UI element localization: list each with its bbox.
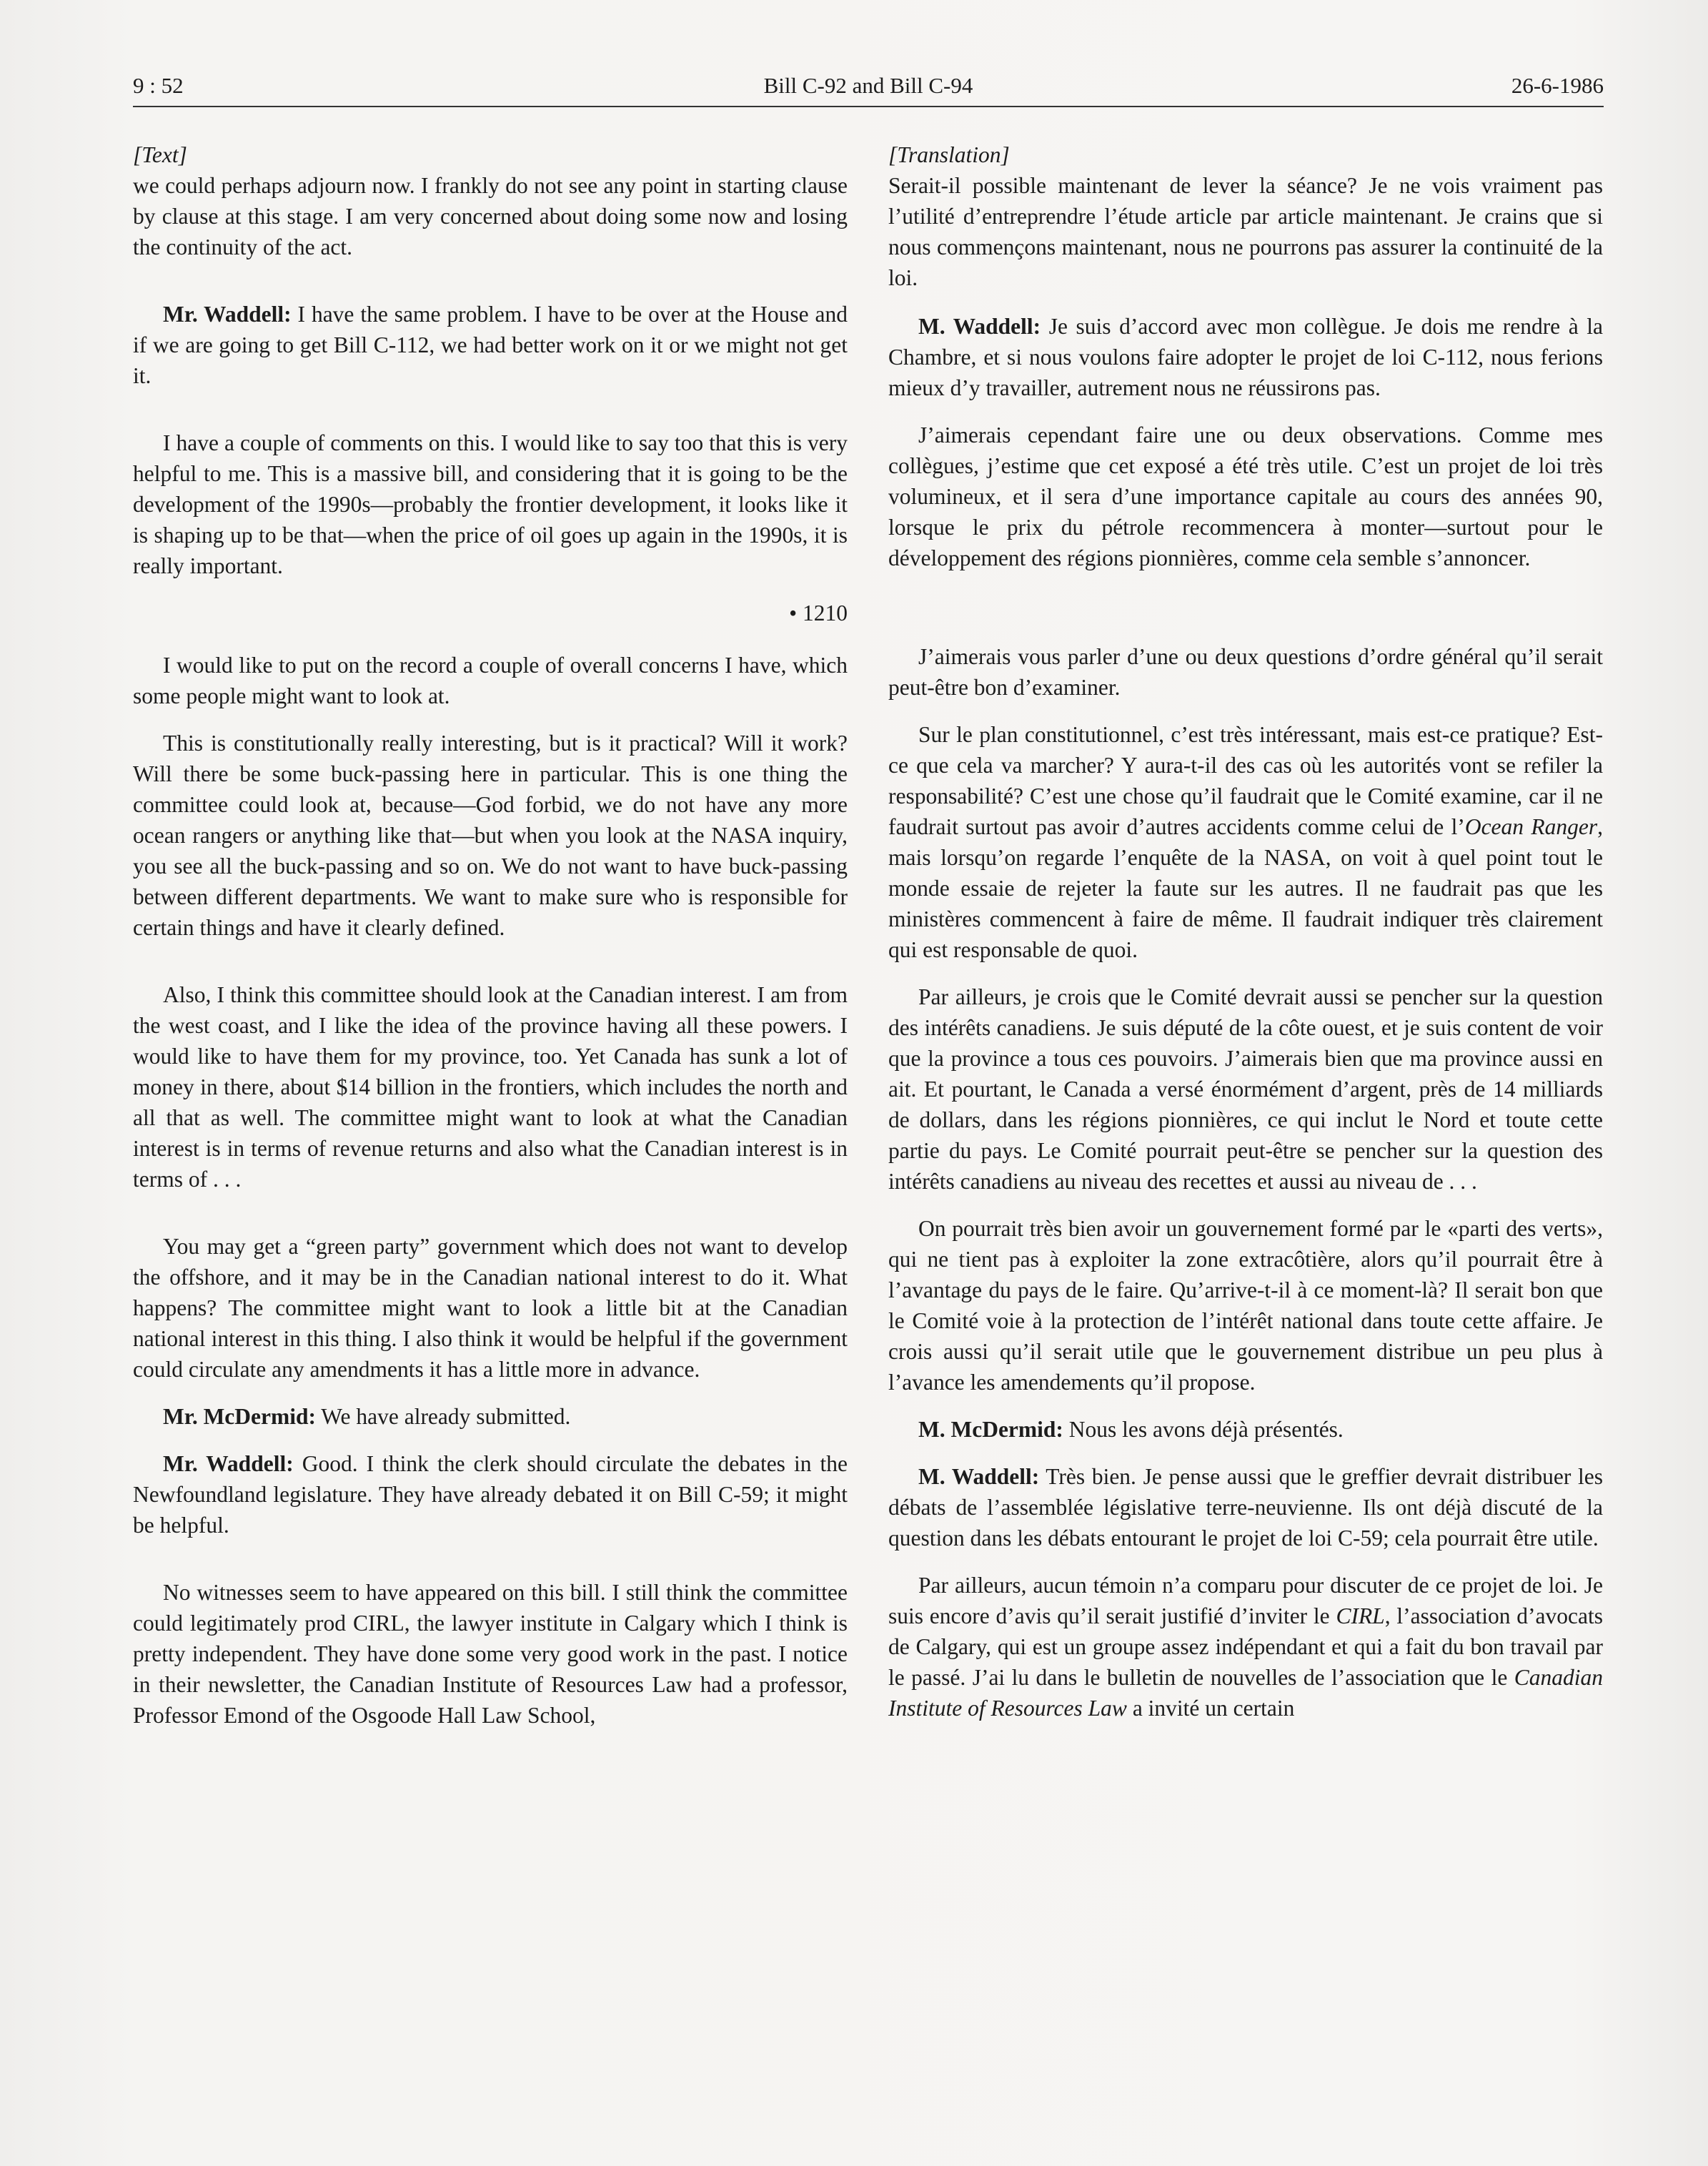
paragraph: M. Waddell: Très bien. Je pense aussi que le greffier devrait distribuer les débats de l’assemblée législative terre-neuvienne. Ils ont déjà discuté de la question dans les débats entourant le projet de loi C-59; cela pourrait être utile.: [888, 1464, 1603, 1551]
page-date: 26-6-1986: [1511, 73, 1604, 98]
speaker-name: Mr. Waddell:: [163, 1451, 294, 1476]
speaker-name: M. Waddell:: [918, 1464, 1040, 1489]
paragraph: I have a couple of comments on this. I would like to say too that this is very helpful to me. This is a massive bill, and considering that it is going to be the development of the 1990s—probably the frontier development, it looks like it is shaping up to be that—when the price of oil goes up again in the 1990s, it is really important.: [133, 430, 848, 578]
page-title: Bill C-92 and Bill C-94: [763, 73, 973, 98]
speaker-name: M. McDermid:: [918, 1417, 1063, 1442]
speaker-name: M. Waddell:: [918, 314, 1041, 339]
paragraph: You may get a “green party” government which does not want to develop the offshore, and it may be in the Canadian national interest to do it. What happens? The committee might want to look a little bit at the Canadian national interest in this thing. I also think it would be helpful if the government could circulate any amendments it has a little more in advance.: [133, 1234, 848, 1382]
paragraph: Sur le plan constitutionnel, c’est très intéressant, mais est-ce pratique? Est-ce que cela va marcher? Y aura-t-il des cas où les autorités vont se refiler la responsabilité? C’est une chose qu’il faudrait que le Comité examine, car il ne faudrait surtout pas avoir d’autres accidents comme celui de l’Ocean Ranger, mais lorsqu’on regarde l’enquête de la NASA, on voit à quel point tout le monde essaie de rejeter la faute sur les autres. Il ne faudrait pas que les ministères commencent à faire de même. Il faudrait indiquer très clairement qui est responsable de quoi.: [888, 722, 1603, 962]
paragraph: M. McDermid: Nous les avons déjà présentés.: [918, 1417, 1344, 1442]
time-marker: • 1210: [789, 600, 848, 625]
paragraph: This is constitutionally really interesting, but is it practical? Will it work? Will there be some buck-passing here in particular. This is one thing the committee could look at, because—God forbid, we do not have any more ocean rangers or anything like that—but when you look at the NASA inquiry, you see all the buck-passing and so on. We do not want to have buck-passing between different departments. We want to make sure who is responsible for certain things and have it clearly defined.: [133, 731, 848, 940]
french-column: [888, 139, 1603, 1740]
paragraph: Par ailleurs, aucun témoin n’a comparu pour discuter de ce projet de loi. Je suis encore d’avis qu’il serait justifié d’inviter le CIRL, l’association d’avocats de Calgary, qui est un groupe assez indépendant et qui a fait du bon travail par le passé. J’ai lu dans le bulletin de nouvelles de l’association que le Canadian Institute of Resources Law a invité un certain: [888, 1573, 1604, 1721]
paragraph: Par ailleurs, je crois que le Comité devrait aussi se pencher sur la question des intérêts canadiens. Je suis député de la côte ouest, et je suis content de voir que la province a tous ces pouvoirs. J’aimerais bien que ma province aussi en ait. Et pourtant, le Canada a versé énormément d’argent, près de 14 milliards de dollars, dans les régions pionnières, ce qui inclut le Nord et toute cette partie du pays. Le Comité pourrait peut-être se pencher sur la question des intérêts canadiens au niveau des recettes et aussi au niveau de . . .: [888, 984, 1603, 1194]
paragraph: Also, I think this committee should look at the Canadian interest. I am from the west coast, and I like the idea of the province having all these powers. I would like to have them for my province, too. Yet Canada has sunk a lot of money in there, about $14 billion in the frontiers, which includes the north and all that as well. The committee might want to look at what the Canadian interest is in terms of revenue returns and also what the Canadian interest is in terms of . . .: [133, 982, 848, 1192]
text-tag: [Text]: [133, 142, 187, 167]
paragraph: Mr. Waddell: Good. I think the clerk should circulate the debates in the Newfoundland legislature. They have already debated it on Bill C-59; it might be helpful.: [133, 1451, 848, 1538]
paragraph: I would like to put on the record a couple of overall concerns I have, which some people might want to look at.: [133, 653, 848, 708]
english-column: [133, 139, 848, 1747]
paragraph: Mr. Waddell: I have the same problem. I have to be over at the House and if we are going to get Bill C-112, we had better work on it or we might not get it.: [133, 302, 848, 388]
paragraph: On pourrait très bien avoir un gouvernement formé par le «parti des verts», qui ne tient pas à exploiter la zone extracôtière, alors qu’il pourrait être à l’avantage du pays de le faire. Qu’arrive-t-il à ce moment-là? Il serait bon que le Comité voie à la protection de l’intérêt national dans toute cette affaire. Je crois aussi qu’il serait utile que le gouvernement distribue un peu plus à l’avance les amendements qu’il propose.: [888, 1216, 1603, 1395]
paragraph: M. Waddell: Je suis d’accord avec mon collègue. Je dois me rendre à la Chambre, et si nous voulons faire adopter le projet de loi C-112, nous ferions mieux d’y travailler, autrement nous ne réussirons pas.: [888, 314, 1604, 400]
speaker-name: Mr. Waddell:: [163, 302, 292, 327]
translation-tag: [Translation]: [888, 142, 1010, 167]
paragraph: J’aimerais cependant faire une ou deux observations. Comme mes collègues, j’estime que cet exposé a été très utile. C’est un projet de loi très volumineux, et il sera d’une importance capitale au cours des années 90, lorsque le prix du pétrole recommencera à monter—surtout pour le développement des régions pionnières, comme cela semble s’annoncer.: [888, 422, 1603, 570]
paragraph: we could perhaps adjourn now. I frankly do not see any point in starting clause by clause at this stage. I am very concerned about doing some now and losing the continuity of the act.: [133, 173, 848, 259]
paragraph: Mr. McDermid: We have already submitted.: [163, 1404, 571, 1429]
paragraph: J’aimerais vous parler d’une ou deux questions d’ordre général qu’il serait peut-être bon d’examiner.: [888, 644, 1603, 700]
speaker-name: Mr. McDermid:: [163, 1404, 316, 1429]
page-number: 9 : 52: [133, 73, 184, 98]
paragraph: No witnesses seem to have appeared on this bill. I still think the committee could legitimately prod CIRL, the lawyer institute in Calgary which I think is pretty independent. They have done some very good work in the past. I notice in their newsletter, the Canadian Institute of Resources Law had a professor, Professor Emond of the Osgoode Hall Law School,: [133, 1580, 848, 1728]
page-header: [133, 69, 1604, 106]
header-rule: [133, 106, 1604, 107]
paragraph: Serait-il possible maintenant de lever la séance? Je ne vois vraiment pas l’utilité d’entreprendre l’étude article par article maintenant. Je crains que si nous commençons maintenant, nous ne pourrons pas assurer la continuité de la loi.: [888, 173, 1603, 290]
